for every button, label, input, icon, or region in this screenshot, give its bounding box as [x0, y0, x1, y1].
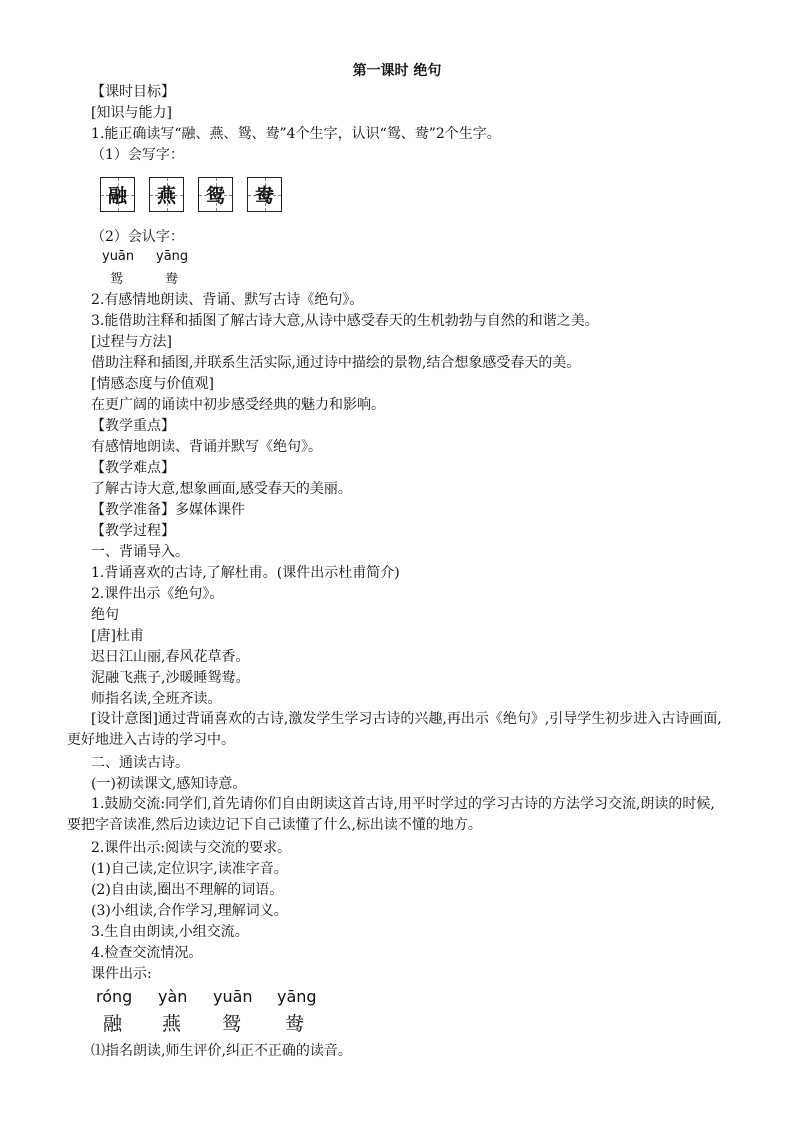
grid-char: 融 [107, 185, 127, 207]
poem-line-1: 迟日江山丽,春风花草香。 [91, 649, 250, 665]
step-1-1: 1.背诵喜欢的古诗,了解杜甫。(课件出示杜甫简介) [91, 565, 400, 581]
grid-cell [100, 177, 135, 212]
objective-3: 3.能借助注释和插图了解古诗大意,从诗中感受春天的生机勃勃与自然的和谐之美。 [91, 313, 599, 329]
procedure-heading: 【教学过程】 [91, 523, 175, 539]
grid-char: 燕 [156, 185, 176, 207]
knowledge-heading: [知识与能力] [91, 105, 172, 121]
poem-author: [唐]杜甫 [91, 628, 144, 644]
pinyin-yang-big: yāng [277, 987, 317, 1006]
requirement-1: (1)自己读,定位识字,读准字音。 [91, 861, 288, 877]
emotion-text: 在更广阔的诵读中初步感受经典的魅力和影响。 [91, 397, 385, 413]
key-text: 有感情地朗读、背诵并默写《绝句》。 [91, 439, 322, 455]
design-intent: [设计意图]通过背诵喜欢的古诗,激发学生学习古诗的兴趣,再出示《绝句》,引导学生初步进入古诗画面,更好地进入古诗的学习中。 [67, 711, 722, 748]
step-2: 二、通读古诗。 [91, 755, 189, 771]
poem-title: 绝句 [91, 607, 119, 623]
objectives-heading: 【课时目标】 [91, 84, 175, 100]
courseware-label: 课件出示: [91, 966, 152, 982]
pinyin-yuan: yuān [102, 249, 135, 264]
read-all: 师指名读,全班齐读。 [91, 691, 222, 707]
pinyin-rong: róng [96, 987, 133, 1006]
recognize-label: （2）会认字： [91, 229, 184, 245]
final-line: ⑴指名朗读,师生评价,纠正不正确的读音。 [91, 1043, 352, 1059]
requirement-3: (3)小组读,合作学习,理解词义。 [91, 903, 288, 919]
process-text: 借助注释和插图,并联系生活实际,通过诗中描绘的景物,结合想象感受春天的美。 [91, 355, 581, 371]
grid-cell [198, 177, 233, 212]
key-heading: 【教学重点】 [91, 418, 175, 434]
grid-cell [149, 177, 184, 212]
objective-2: 2.有感情地朗读、背诵、默写古诗《绝句》。 [91, 292, 364, 308]
prep-line: 【教学准备】多媒体课件 [91, 502, 245, 518]
requirements-title: 2.课件出示:阅读与交流的要求。 [91, 840, 292, 856]
char-yang-big: 鸯 [285, 1013, 305, 1035]
process-heading: [过程与方法] [91, 334, 172, 350]
poem-line-2: 泥融飞燕子,沙暖睡鸳鸯。 [91, 670, 250, 686]
encourage-para: 1.鼓励交流:同学们,首先请你们自由朗读这首古诗,用平时学过的学习古诗的方法学习交流,朗读的时候,要把字音读准,然后边读边记下自己读懂了什么,标出读不懂的地方。 [67, 796, 715, 833]
difficult-heading: 【教学难点】 [91, 460, 175, 476]
char-yang: 鸯 [165, 272, 179, 287]
pinyin-yang: yāng [156, 249, 189, 264]
writing-grid [100, 177, 282, 212]
page-title: 第一课时 绝句 [352, 63, 442, 79]
grid-char: 鸯 [254, 185, 274, 207]
char-yuan: 鸳 [110, 272, 124, 287]
char-rong-big: 融 [103, 1013, 123, 1035]
grid-cell [247, 177, 282, 212]
requirement-2: (2)自由读,圈出不理解的词语。 [91, 882, 284, 898]
char-yan-big: 燕 [162, 1013, 182, 1035]
pinyin-yan: yàn [158, 987, 188, 1006]
step-1: 一、背诵导入。 [91, 544, 189, 560]
pinyin-yuan-big: yuān [213, 987, 253, 1006]
difficult-text: 了解古诗大意,想象画面,感受春天的美丽。 [91, 481, 352, 497]
step-3: 3.生自由朗读,小组交流。 [91, 924, 249, 940]
step-1-2: 2.课件出示《绝句》。 [91, 586, 224, 602]
emotion-heading: [情感态度与价值观] [91, 376, 214, 392]
step-2-sub: (一)初读课文,感知诗意。 [91, 776, 247, 792]
char-yuan-big: 鸳 [222, 1013, 242, 1035]
write-label: （1）会写字： [91, 147, 184, 163]
objective-1: 1.能正确读写“融、燕、鸳、鸯”4个生字，认识“鸳、鸯”2个生字。 [91, 126, 501, 142]
grid-char: 鸳 [205, 185, 225, 207]
step-4: 4.检查交流情况。 [91, 945, 203, 961]
